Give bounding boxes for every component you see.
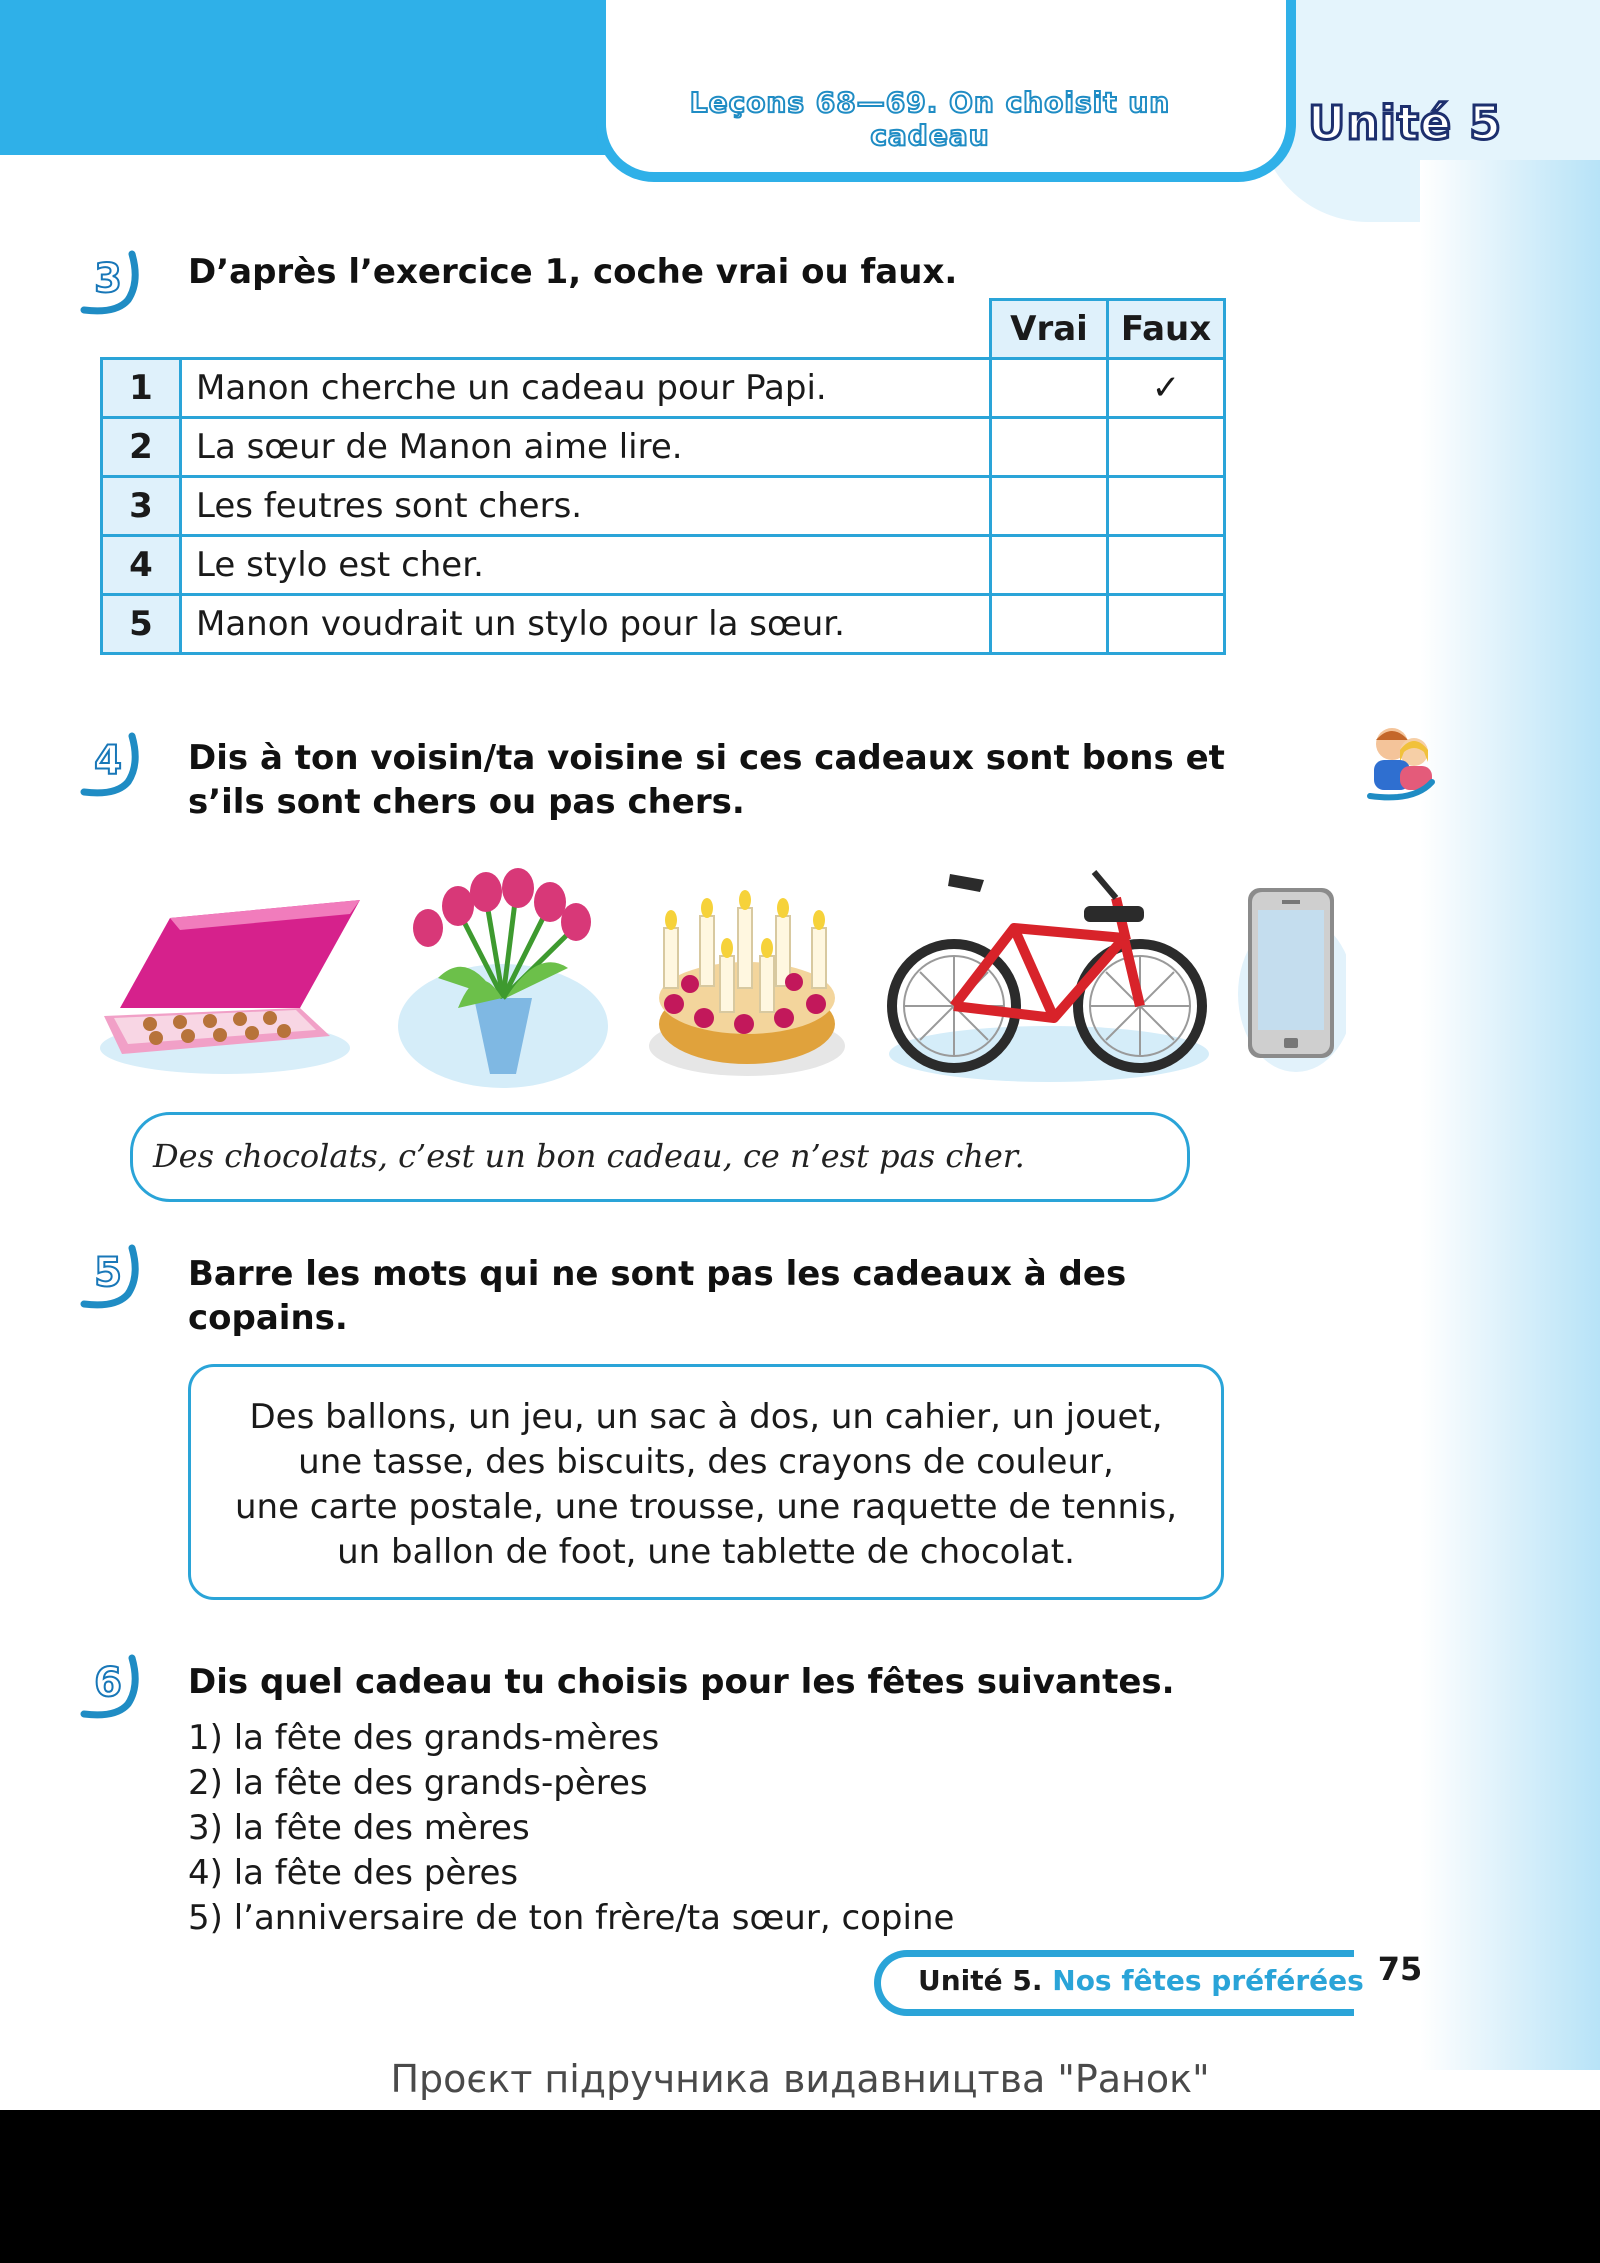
faux-checkbox[interactable]	[1108, 418, 1225, 477]
row-statement: Le stylo est cher.	[181, 536, 991, 595]
list-item: 3) la fête des mères	[188, 1808, 530, 1848]
word-line: une carte postale, une trousse, une raquette de tennis,	[234, 1487, 1178, 1527]
exercise-6-instruction: Dis quel cadeau tu choisis pour les fêtes suivantes.	[188, 1662, 1175, 1702]
vrai-checkbox[interactable]	[991, 595, 1108, 654]
word-line: une tasse, des biscuits, des crayons de couleur,	[298, 1442, 1114, 1482]
col-header-vrai: Vrai	[991, 300, 1108, 359]
lesson-title: Leçons 68—69. On choisit un cadeau	[689, 86, 1171, 152]
exercise-4-instruction	[188, 736, 1225, 824]
exercise-3-instruction: D’après l’exercice 1, coche vrai ou faux.	[188, 252, 958, 292]
vrai-checkbox[interactable]	[991, 477, 1108, 536]
exercise-6-number: 6	[76, 1652, 146, 1722]
list-item: 4) la fête des pères	[188, 1853, 519, 1893]
footer-unit: Unité 5.	[918, 1964, 1043, 1997]
table-row	[102, 536, 1225, 595]
example-sentence: Des chocolats, c’est un bon cadeau, ce n’est pas cher.	[153, 1137, 1025, 1175]
vrai-checkbox[interactable]	[991, 536, 1108, 595]
row-statement: Les feutres sont chers.	[181, 477, 991, 536]
side-strip	[1420, 160, 1600, 2070]
instruction-line: s’ils sont chers ou pas chers.	[188, 782, 745, 822]
table-row	[102, 418, 1225, 477]
word-line: un ballon de foot, une tablette de chocolat.	[337, 1532, 1075, 1572]
row-number: 3	[102, 477, 181, 536]
word-line: Des ballons, un jeu, un sac à dos, un cahier, un jouet,	[249, 1397, 1163, 1437]
row-statement: La sœur de Manon aime lire.	[181, 418, 991, 477]
unit-title: Unité 5	[1308, 96, 1503, 150]
smartphone-icon	[1236, 858, 1346, 1088]
header-band	[0, 0, 610, 155]
pair-work-icon	[1364, 718, 1444, 802]
list-item: 2) la fête des grands-pères	[188, 1763, 648, 1803]
publisher-note: Проєкт підручника видавництва "Ранок"	[390, 2057, 1210, 2101]
faux-checkbox[interactable]	[1108, 477, 1225, 536]
footer-unit-title	[918, 1964, 1364, 1997]
page-number: 75	[1377, 1950, 1423, 1988]
footer-title: Nos fêtes préférées	[1052, 1964, 1364, 1997]
exercise-4-number: 4	[76, 730, 146, 800]
row-statement: Manon cherche un cadeau pour Papi.	[181, 359, 991, 418]
table-row	[102, 477, 1225, 536]
table-row	[102, 595, 1225, 654]
row-statement: Manon voudrait un stylo pour la sœur.	[181, 595, 991, 654]
col-header-faux: Faux	[1108, 300, 1225, 359]
tulips-vase-icon	[398, 858, 608, 1088]
exercise-3-number: 3	[76, 248, 146, 318]
word-box	[188, 1364, 1224, 1600]
row-number: 4	[102, 536, 181, 595]
chocolate-box-icon	[100, 858, 370, 1088]
row-number: 5	[102, 595, 181, 654]
vrai-checkbox[interactable]	[991, 418, 1108, 477]
bottom-black-band	[0, 2110, 1600, 2263]
vrai-checkbox[interactable]	[991, 359, 1108, 418]
instruction-line: Dis à ton voisin/ta voisine si ces cadeaux sont bons et	[188, 738, 1225, 778]
exercise-5-instruction	[188, 1252, 1126, 1340]
exercise-5-number: 5	[76, 1242, 146, 1312]
list-item: 5) l’anniversaire de ton frère/ta sœur, copine	[188, 1898, 955, 1938]
example-speech-bubble	[130, 1112, 1190, 1202]
birthday-cake-icon	[644, 858, 850, 1088]
true-false-table	[100, 298, 1226, 655]
faux-checkbox[interactable]	[1108, 536, 1225, 595]
instruction-line: copains.	[188, 1298, 348, 1338]
row-number: 1	[102, 359, 181, 418]
bicycle-icon	[884, 858, 1214, 1088]
faux-checkbox[interactable]	[1108, 595, 1225, 654]
celebration-list	[188, 1716, 954, 1941]
table-row	[102, 359, 1225, 418]
list-item: 1) la fête des grands-mères	[188, 1718, 660, 1758]
instruction-line: Barre les mots qui ne sont pas les cadeaux à des	[188, 1254, 1127, 1294]
faux-checkbox[interactable]: ✓	[1108, 359, 1225, 418]
row-number: 2	[102, 418, 181, 477]
